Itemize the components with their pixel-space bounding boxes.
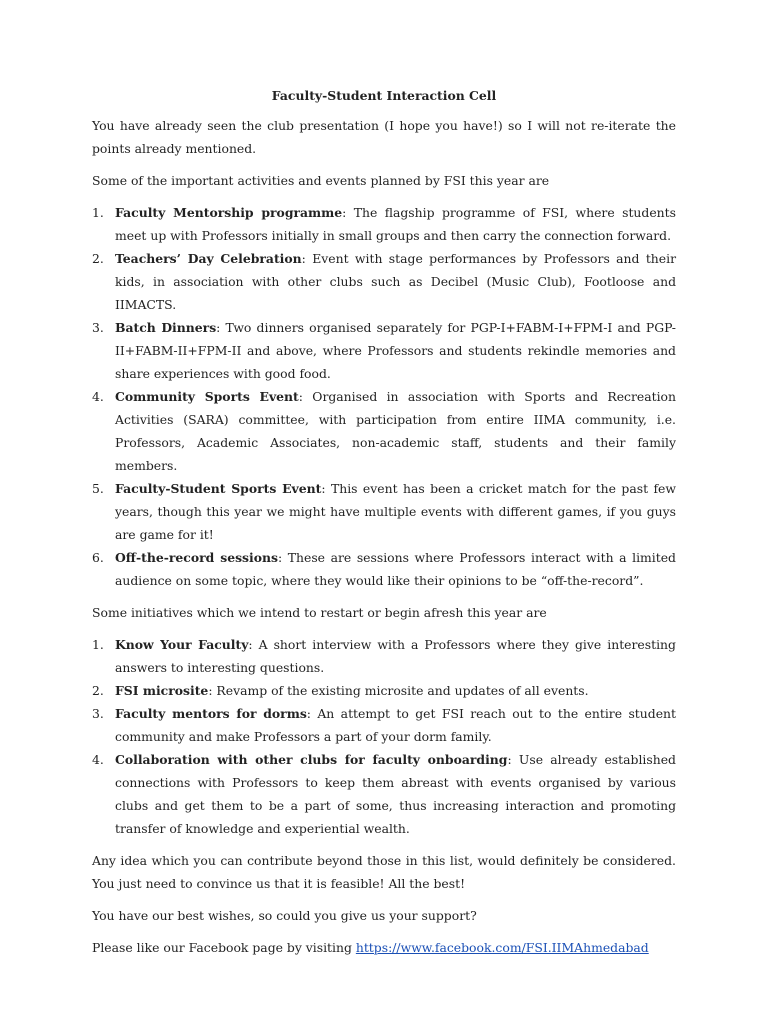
item-text: : Event with stage performances by Professors and their kids, in association with other clubs such as Decibel (Music Club), Footloose and IIMACTS. — [115, 251, 676, 312]
item-title: Teachers’ Day Celebration — [115, 251, 302, 266]
item-text: : Two dinners organised separately for PGP-I+FABM-I+FPM-I and PGP-II+FABM-II+FPM-II and above, where Professors and students rekindle memories and share experiences with good food. — [115, 320, 676, 381]
support-paragraph: You have our best wishes, so could you give us your support? — [92, 908, 477, 923]
list-number: 5. — [92, 481, 104, 496]
list-number: 3. — [92, 320, 104, 335]
initiatives-lead: Some initiatives which we intend to restart or begin afresh this year are — [92, 605, 547, 620]
list-number: 2. — [92, 683, 104, 698]
item-text: : Revamp of the existing microsite and updates of all events. — [208, 683, 589, 698]
list-number: 1. — [92, 637, 104, 652]
item-title: Know Your Faculty — [115, 637, 249, 652]
item-text: : Use already established connections with Professors to keep them abreast with events organised by various clubs and get them to be a part of some, thus increasing interaction and promoting transfer of knowledge and experiential wealth. — [115, 752, 676, 836]
list-number: 1. — [92, 205, 104, 220]
closing-paragraph: Any idea which you can contribute beyond those in this list, would definitely be considered. You just need to convince us that it is feasible! All the best! — [92, 853, 676, 891]
item-text: : An attempt to get FSI reach out to the entire student community and make Professors a part of your dorm family. — [115, 706, 676, 744]
list-item — [92, 679, 676, 702]
list-item — [92, 633, 676, 679]
facebook-paragraph — [92, 936, 676, 959]
initiatives-list — [92, 633, 676, 840]
activities-list — [92, 201, 676, 592]
item-text: : This event has been a cricket match for the past few years, though this year we might have multiple events with different games, if you guys are game for it! — [115, 481, 676, 542]
list-number: 3. — [92, 706, 104, 721]
document-title: Faculty-Student Interaction Cell — [271, 88, 497, 103]
list-number: 4. — [92, 752, 104, 767]
list-number: 6. — [92, 550, 104, 565]
list-item — [92, 748, 676, 840]
item-title: Off-the-record sessions — [115, 550, 278, 565]
item-text: : The flagship programme of FSI, where students meet up with Professors initially in small groups and then carry the connection forward. — [115, 205, 676, 243]
list-item — [92, 702, 676, 748]
list-item — [92, 201, 676, 247]
activities-lead: Some of the important activities and events planned by FSI this year are — [92, 173, 550, 188]
list-number: 2. — [92, 251, 104, 266]
item-title: Faculty mentors for dorms — [115, 706, 307, 721]
list-number: 4. — [92, 389, 104, 404]
list-item — [92, 385, 676, 477]
item-text: : Organised in association with Sports and Recreation Activities (SARA) committee, with participation from entire IIMA community, i.e. Professors, Academic Associates, non-academic staff, students and their family members. — [115, 389, 676, 473]
item-text: : A short interview with a Professors where they give interesting answers to interesting questions. — [115, 637, 676, 675]
document-page — [92, 84, 676, 968]
item-title: FSI microsite — [115, 683, 209, 698]
item-title: Collaboration with other clubs for faculty onboarding — [115, 752, 508, 767]
item-text: : These are sessions where Professors interact with a limited audience on some topic, where they would like their opinions to be “off-the-record”. — [115, 550, 676, 588]
facebook-prefix: Please like our Facebook page by visiting — [92, 940, 356, 955]
list-item — [92, 546, 676, 592]
list-item — [92, 477, 676, 546]
item-title: Batch Dinners — [115, 320, 217, 335]
item-title: Community Sports Event — [115, 389, 299, 404]
list-item — [92, 247, 676, 316]
item-title: Faculty-Student Sports Event — [115, 481, 322, 496]
intro-paragraph: You have already seen the club presentation (I hope you have!) so I will not re-iterate the points already mentioned. — [92, 118, 676, 156]
facebook-link[interactable]: https://www.facebook.com/FSI.IIMAhmedabad — [355, 940, 649, 955]
item-title: Faculty Mentorship programme — [115, 205, 343, 220]
list-item — [92, 316, 676, 385]
